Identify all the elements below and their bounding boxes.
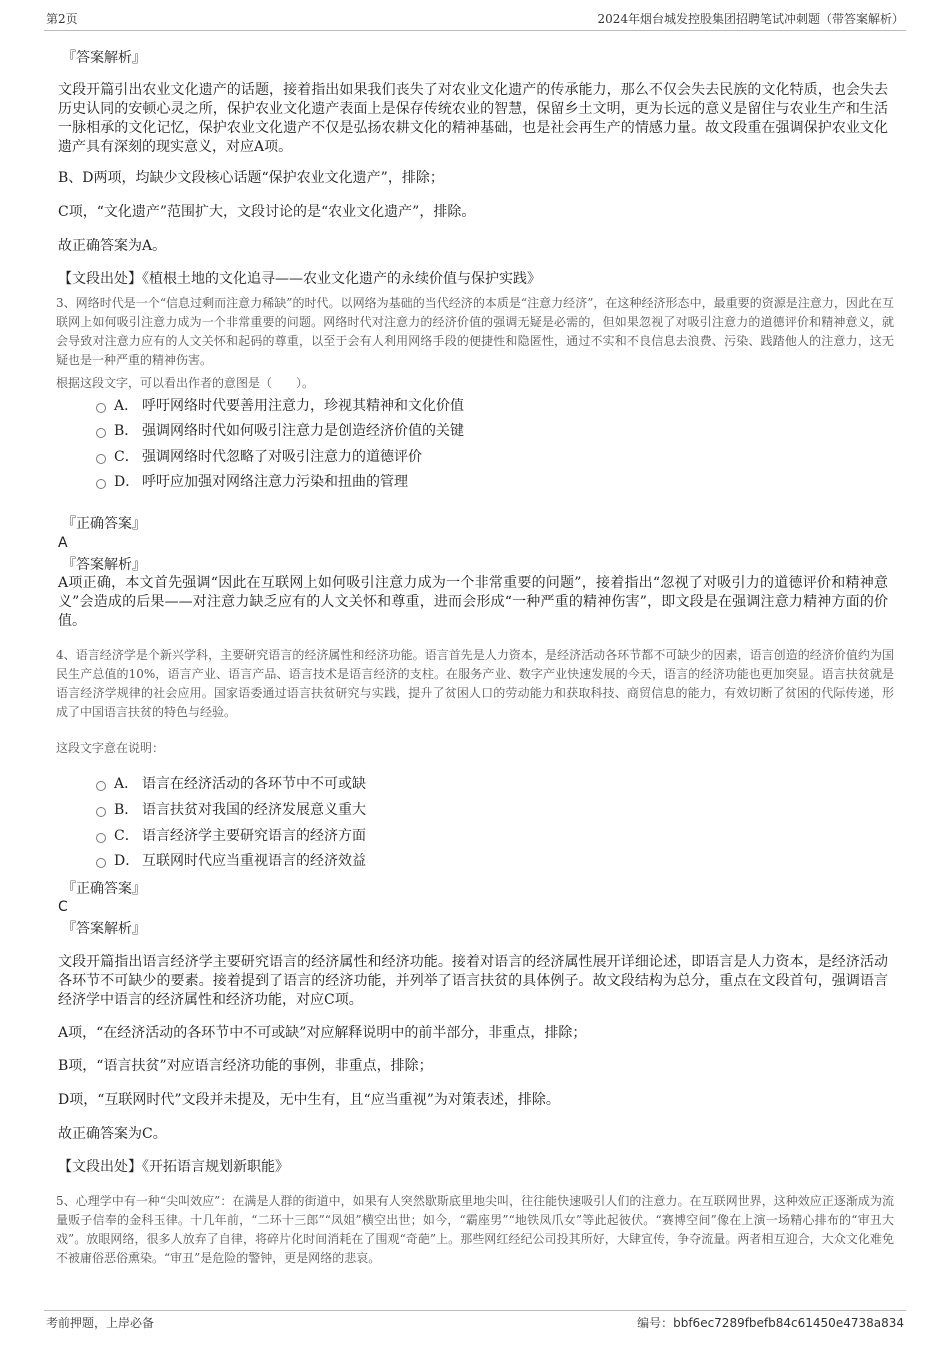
q4-option-c[interactable]: C． 语言经济学主要研究语言的经济方面 [96,826,366,846]
q4-b-note: B项，“语言扶贫”对应语言经济功能的事例，非重点，排除； [58,1058,433,1074]
q2-analysis-label: 『答案解析』 [62,50,146,66]
radio-icon[interactable] [96,479,106,489]
q4-option-b[interactable]: B． 语言扶贫对我国的经济发展意义重大 [96,800,366,820]
q4-source: 【文段出处】《开拓语言规划新职能》 [58,1159,289,1175]
q3-stem: 3、网络时代是一个“信息过剩而注意力稀缺”的时代。以网络为基础的当代经济的本质是“注意力经济”，在这种经济形态中，最重要的资源是注意力，因此在互联网上如何吸引注意力成为一个非常重要的问题。网络时代对注意力的经济价值的强调无疑是必需的，但如果忽视了对吸引注意力的道德评价和精神意义，就会导致对注意力应有的人文关怀和起码的尊重，以至于会有人利用网络手段的便捷性和隐匿性，通过不实和不良信息去浪费、污染、践踏他人的注意力，这无疑也是一种严重的精神伤害。 [56,296,894,367]
footer-divider [44,1310,906,1311]
q4-stem: 4、语言经济学是个新兴学科，主要研究语言的经济属性和经济功能。语言首先是人力资本，是经济活动各环节都不可缺少的因素，语言创造的经济价值约为国民生产总值的10%，语言产业、语言产品、语言技术是语言经济的支柱。在服务产业、数字产业快速发展的今天，语言的经济功能也更加突显。语言扶贫就是语言经济学规律的社会应用。国家语委通过语言扶贫研究与实践，提升了贫困人口的劳动能力和获取科技、商贸信息的能力，有效切断了贫困的代际传递，形成了中国语言扶贫的特色与经验。 [56,648,894,719]
q3-option-c[interactable]: C． 强调网络时代忽略了对吸引注意力的道德评价 [96,447,422,467]
q4-a-note: A项，“在经济活动的各环节中不可或缺”对应解释说明中的前半部分，非重点，排除； [58,1025,587,1041]
q4-option-a[interactable]: A． 语言在经济活动的各环节中不可或缺 [96,774,366,794]
q3-option-d[interactable]: D． 呼吁应加强对网络注意力污染和扭曲的管理 [96,472,408,492]
q3-analysis-label: 『答案解析』 [62,557,146,573]
q4-analysis-label: 『答案解析』 [62,921,146,937]
radio-icon[interactable] [96,454,106,464]
q4-correct-answer: C [58,899,68,915]
q4-conclusion: 故正确答案为C。 [58,1126,167,1142]
q2-analysis-body: 文段开篇引出农业文化遗产的话题，接着指出如果我们丧失了对农业文化遗产的传承能力，那么不仅会失去民族的文化特质，也会失去历史认同的安顿心灵之所，保护农业文化遗产表面上是保存传统农业的智慧，保留乡土文明，更为长远的意义是留住与农业生产和生活一脉相承的文化记忆，保护农业文化遗产不仅是弘扬农耕文化的精神基础，也是社会再生产的情感力量。故文段重在强调保护农业文化遗产具有深刻的现实意义，对应A项。 [58,82,888,155]
q2-conclusion: 故正确答案为A。 [58,238,167,254]
radio-icon[interactable] [96,833,106,843]
q5-stem: 5、心理学中有一种“尖叫效应”：在满是人群的街道中，如果有人突然歇斯底里地尖叫，往往能快速吸引人们的注意力。在互联网世界，这种效应正逐渐成为流量贩子信奉的金科玉律。十几年前，“二环十三郎”“凤姐”横空出世；如今，“霸座男”“地铁凤爪女”等此起彼伏。“赛博空间”像在上演一场精心排布的“审丑大戏”。放眼网络，很多人放弃了自律，将碎片化时间消耗在了围观“奇葩”上。那些网红经纪公司投其所好，大肆宣传，争夺流量。两者相互迎合，大众文化难免不被庸俗恶俗熏染。“审丑”是危险的警钟，更是网络的悲哀。 [56,1194,894,1265]
q4-analysis-body: 文段开篇指出语言经济学主要研究语言的经济属性和经济功能。接着对语言的经济属性展开详细论述，即语言是人力资本，是经济活动各环节不可缺少的要素。接着提到了语言的经济功能，并列举了语言扶贫的具体例子。故文段结构为总分，重点在文段首句，强调语言经济学中语言的经济属性和经济功能，对应C项。 [58,954,888,1008]
q4-option-d[interactable]: D． 互联网时代应当重视语言的经济效益 [96,851,366,871]
radio-icon[interactable] [96,403,106,413]
q3-correct-label: 『正确答案』 [62,516,146,532]
radio-icon[interactable] [96,807,106,817]
radio-icon[interactable] [96,428,106,438]
q2-bd-note: B、D两项，均缺少文段核心话题“保护农业文化遗产”，排除； [58,170,444,186]
q4-d-note: D项，“互联网时代”文段并未提及，无中生有，且“应当重视”为对策表述，排除。 [58,1092,560,1108]
q3-option-a[interactable]: A． 呼吁网络时代要善用注意力，珍视其精神和文化价值 [96,396,464,416]
header-divider [44,30,906,31]
q3-question: 根据这段文字，可以看出作者的意图是（ ）。 [56,376,315,390]
q3-correct-answer: A [58,535,68,551]
page-number: 第2页 [46,12,78,26]
q2-c-note: C项，“文化遗产”范围扩大，文段讨论的是“农业文化遗产”，排除。 [58,204,476,220]
radio-icon[interactable] [96,858,106,868]
q2-source: 【文段出处】《植根土地的文化追寻——农业文化遗产的永续价值与保护实践》 [58,271,541,287]
q4-correct-label: 『正确答案』 [62,881,146,897]
q3-option-b[interactable]: B． 强调网络时代如何吸引注意力是创造经济价值的关键 [96,421,464,441]
q3-analysis-body: A项正确，本文首先强调“因此在互联网上如何吸引注意力成为一个非常重要的问题”，接着指出“忽视了对吸引力的道德评价和精神意义”会造成的后果——对注意力缺乏应有的人文关怀和尊重，进而会形成“一种严重的精神伤害”，即文段是在强调注意力精神方面的价值。 [58,575,888,629]
q4-question: 这段文字意在说明： [56,741,165,755]
footer-slogan: 考前押题，上岸必备 [46,1316,155,1330]
radio-icon[interactable] [96,781,106,791]
document-title: 2024年烟台城发控股集团招聘笔试冲刺题（带答案解析） [597,12,904,26]
footer-serial: 编号：bbf6ec7289fbefb84c61450e4738a834 [637,1316,904,1330]
